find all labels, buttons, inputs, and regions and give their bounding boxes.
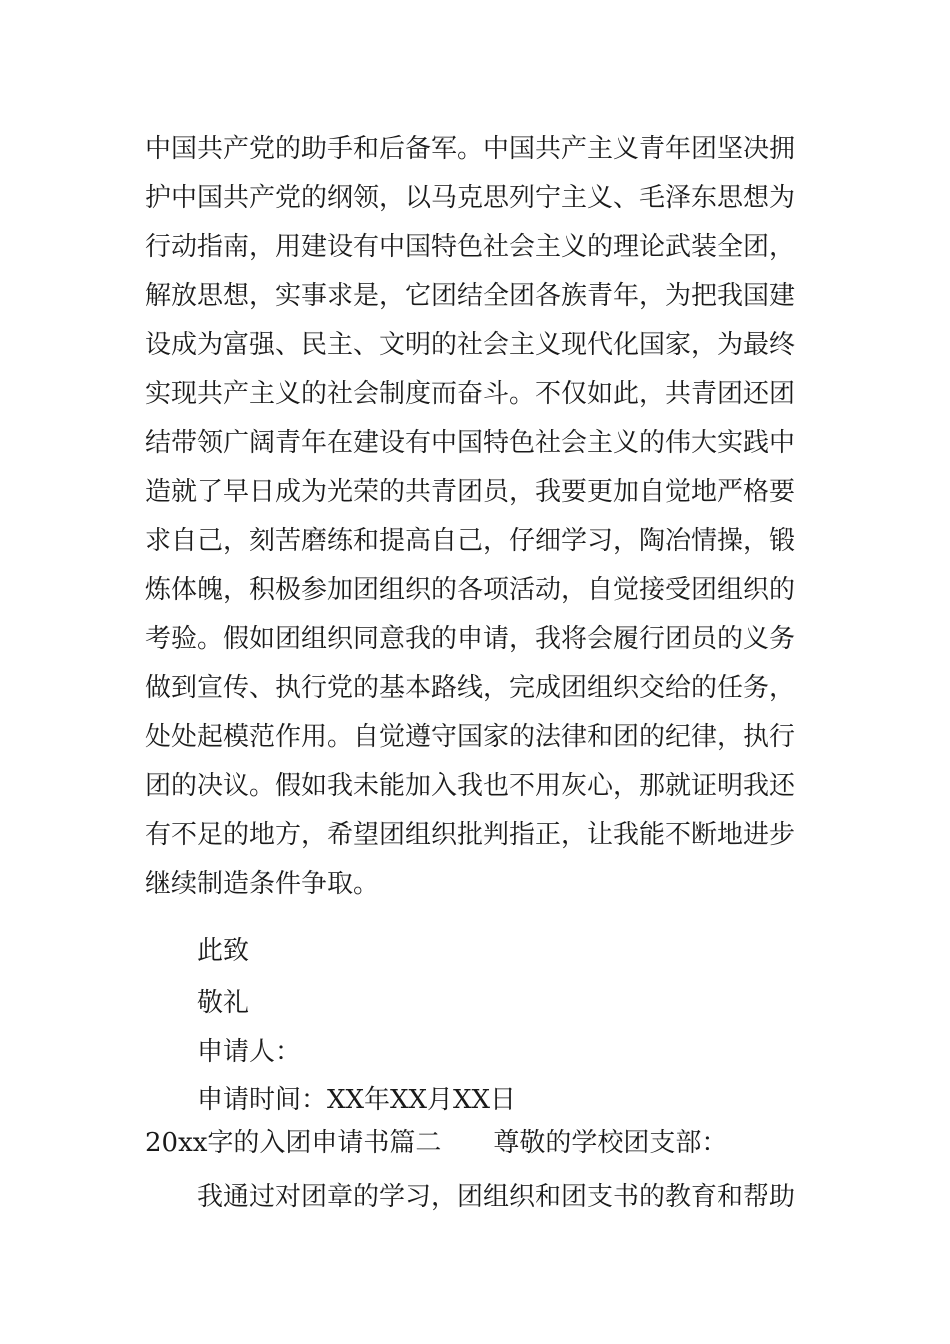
paragraph-line: 求自己，刻苦磨练和提高自己，仔细学习，陶冶情操，锻: [145, 526, 796, 556]
paragraph-line: 行动指南，用建设有中国特色社会主义的理论武装全团，: [145, 232, 796, 262]
paragraph-line: 炼体魄，积极参加团组织的各项活动，自觉接受团组织的: [145, 575, 796, 605]
closing-salutation: 此致: [197, 936, 250, 966]
paragraph-line: 考验。假如团组织同意我的申请，我将会履行团员的义务: [145, 624, 796, 654]
paragraph-line: 结带领广阔青年在建设有中国特色社会主义的伟大实践中: [145, 428, 796, 458]
section-greeting: 尊敬的学校团支部：: [493, 1128, 728, 1158]
paragraph-line: 护中国共产党的纲领，以马克思列宁主义、毛泽东思想为: [145, 183, 796, 213]
paragraph-line: 解放思想，实事求是，它团结全团各族青年，为把我国建: [145, 281, 796, 311]
paragraph-line: 处处起模范作用。自觉遵守国家的法律和团的纪律，执行: [145, 722, 796, 752]
paragraph-line: 造就了早日成为光荣的共青团员，我要更加自觉地严格要: [145, 477, 796, 507]
paragraph-line: 做到宣传、执行党的基本路线，完成团组织交给的任务，: [145, 673, 796, 703]
section-heading: 20xx字的入团申请书篇二: [145, 1128, 442, 1158]
closing-regards: 敬礼: [197, 988, 250, 1018]
section-heading-line: [145, 1122, 727, 1159]
applicant-label: 申请人：: [197, 1037, 302, 1067]
next-paragraph-start: 我通过对团章的学习，团组织和团支书的教育和帮助: [197, 1182, 796, 1212]
paragraph-line: 团的决议。假如我未能加入我也不用灰心，那就证明我还: [145, 771, 796, 801]
paragraph-line: 实现共产主义的社会制度而奋斗。不仅如此，共青团还团: [145, 379, 796, 409]
application-date: 申请时间：XX年XX月XX日: [197, 1085, 517, 1115]
application-paragraph: [145, 125, 810, 909]
paragraph-line: 继续制造条件争取。: [145, 869, 380, 899]
paragraph-line: 设成为富强、民主、文明的社会主义现代化国家，为最终: [145, 330, 796, 360]
paragraph-line: 有不足的地方，希望团组织批判指正，让我能不断地进步: [145, 820, 796, 850]
paragraph-line: 中国共产党的助手和后备军。中国共产主义青年团坚决拥: [145, 134, 796, 164]
